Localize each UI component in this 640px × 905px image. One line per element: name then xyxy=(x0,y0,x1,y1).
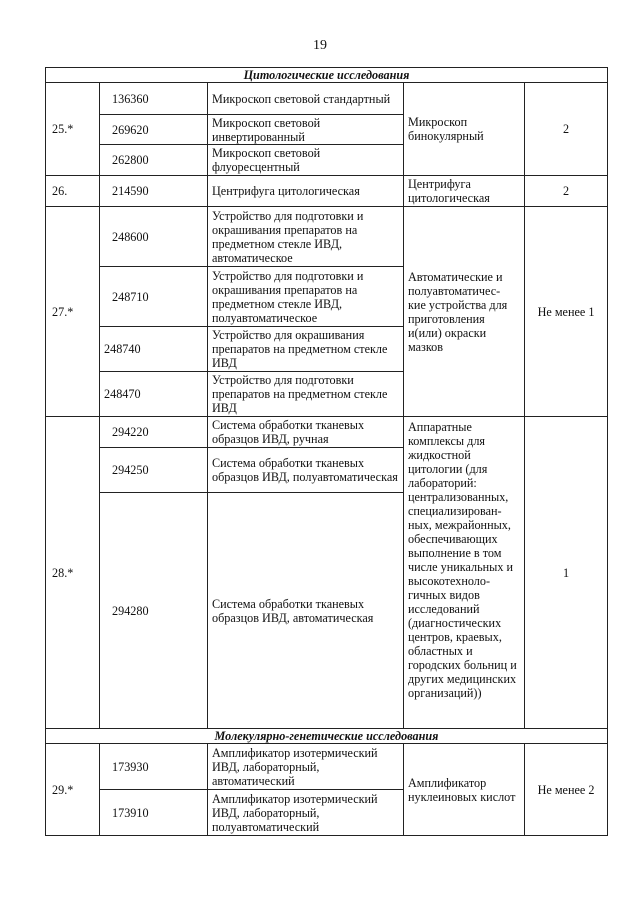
equipment-type: Автоматические и полуавтоматичес- кие устройства для приготовления и(или) окраски мазков xyxy=(404,207,525,417)
item-code: 173930 xyxy=(100,744,208,790)
quantity: Не менее 1 xyxy=(525,207,608,417)
section-header-cytology xyxy=(46,68,608,83)
item-code: 248740 xyxy=(100,327,208,372)
item-name: Амплификатор изотермический ИВД, лабораторный, автоматический xyxy=(208,744,404,790)
item-code: 248600 xyxy=(100,207,208,267)
item-code: 136360 xyxy=(100,83,208,115)
item-name: Микроскоп световой стандартный xyxy=(208,83,404,115)
quantity: 1 xyxy=(525,417,608,729)
item-code: 269620 xyxy=(100,115,208,145)
item-name: Устройство для окрашивания препаратов на предметном стекле ИВД xyxy=(208,327,404,372)
quantity: Не менее 2 xyxy=(525,744,608,836)
row-number: 29.* xyxy=(46,744,100,836)
item-code: 294280 xyxy=(100,493,208,729)
item-name: Устройство для подготовки препаратов на предметном стекле ИВД xyxy=(208,372,404,417)
row-number: 27.* xyxy=(46,207,100,417)
quantity: 2 xyxy=(525,83,608,176)
item-code: 248710 xyxy=(100,267,208,327)
item-code: 173910 xyxy=(100,790,208,836)
item-name: Микроскоп световой инвертированный xyxy=(208,115,404,145)
item-name: Система обработки тканевых образцов ИВД, автоматическая xyxy=(208,493,404,729)
table-row xyxy=(46,417,608,448)
section-title: Молекулярно-генетические исследования xyxy=(46,729,608,744)
table-row xyxy=(46,176,608,207)
row-number: 25.* xyxy=(46,83,100,176)
row-number: 26. xyxy=(46,176,100,207)
table-row xyxy=(46,83,608,115)
item-code: 294220 xyxy=(100,417,208,448)
item-code: 262800 xyxy=(100,145,208,176)
item-name: Система обработки тканевых образцов ИВД, полуавтоматическая xyxy=(208,448,404,493)
item-name: Микроскоп световой флуоресцентный xyxy=(208,145,404,176)
item-name: Система обработки тканевых образцов ИВД, ручная xyxy=(208,417,404,448)
item-code: 294250 xyxy=(100,448,208,493)
item-code: 214590 xyxy=(100,176,208,207)
item-name: Амплификатор изотермический ИВД, лабораторный, полуавтоматический xyxy=(208,790,404,836)
equipment-table xyxy=(45,67,608,836)
table-row xyxy=(46,744,608,790)
equipment-type: Микроскоп бинокулярный xyxy=(404,83,525,176)
table-row xyxy=(46,207,608,267)
row-number: 28.* xyxy=(46,417,100,729)
page-number: 19 xyxy=(313,38,327,53)
item-name: Устройство для подготовки и окрашивания препаратов на предметном стекле ИВД, полуавтоматическое xyxy=(208,267,404,327)
item-name: Центрифуга цитологическая xyxy=(208,176,404,207)
item-name: Устройство для подготовки и окрашивания препаратов на предметном стекле ИВД, автоматическое xyxy=(208,207,404,267)
section-header-molecular xyxy=(46,729,608,744)
equipment-type: Аппаратные комплексы для жидкостной цитологии (для лабораторий: централизованных, специализирован- ных, межрайонных, обеспечивающих выполнение в том числе уникальных и высокотехноло- гичных видов исследований (диагностических центров, краевых, областных и городских больниц и других медицинских организаций)) xyxy=(404,417,525,729)
equipment-type: Амплификатор нуклеиновых кислот xyxy=(404,744,525,836)
equipment-type: Центрифуга цитологическая xyxy=(404,176,525,207)
section-title: Цитологические исследования xyxy=(46,68,608,83)
quantity: 2 xyxy=(525,176,608,207)
item-code: 248470 xyxy=(100,372,208,417)
